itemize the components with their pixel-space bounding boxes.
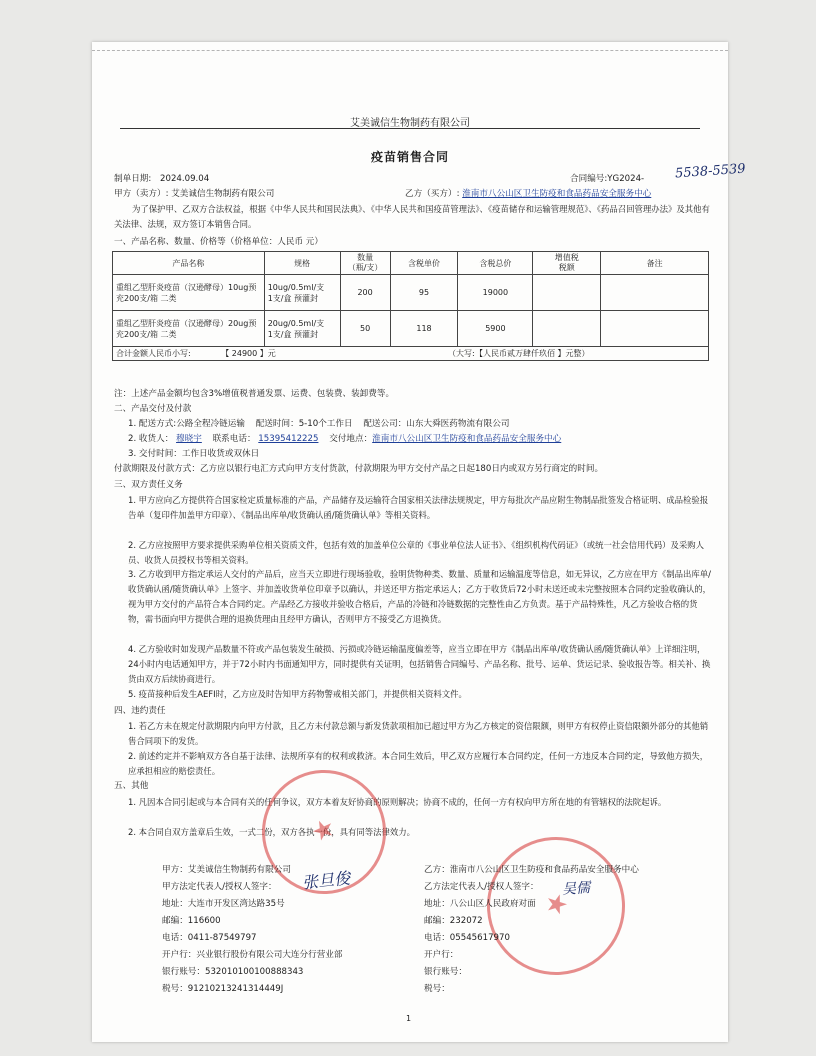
sign-a-name: 艾美诚信生物制药有限公司 [187,865,291,875]
table-header-cell: 备注 [601,252,709,275]
table-total-row [113,347,709,361]
distributor: 山东大舜医药物流有限公司 [406,419,510,429]
party-a-company-seal: ★ [242,750,406,914]
delivery-time-line: 3. 交付时间：工作日收货或双休日 [128,449,260,459]
document-title: 疫苗销售合同 [370,150,449,164]
date-value: 2024.09.04 [160,174,210,184]
receiver-value: 穆晓宇 [176,434,202,444]
total-big: 【人民币贰万肆仟玖佰 】元整） [475,349,590,358]
sign-a-bank-label: 开户行： [162,950,197,960]
sign-a-bank-row [162,949,343,961]
phone-label: 联系电话： [212,434,256,444]
receiver-line [128,433,561,445]
delivery-line [128,418,509,430]
sign-a-zip-row [162,915,343,927]
table-header-cell: 增值税 税额 [533,252,601,275]
sign-b-zip: 232072 [449,916,483,926]
table-header-row [113,252,709,275]
phone-value: 15395412225 [258,434,319,444]
sign-b-zip-label: 邮编： [424,916,450,926]
sign-b-addr-row [424,898,639,910]
sign-a-tax-label: 税号： [162,984,188,994]
section5-title: 五、其他 [114,781,149,791]
sign-a-bank: 兴业银行股份有限公司大连分行营业部 [196,950,343,960]
section3-title: 三、双方责任义务 [114,480,183,490]
date-label: 制单日期: [114,174,152,184]
place-value: 淮南市八公山区卫生防疫和食品药品安全服务中心 [372,434,562,444]
quantity-cell: 50 [340,311,390,347]
sign-a-acct-row [162,966,343,978]
sign-b-zip-row [424,915,639,927]
party-b-value: 淮南市八公山区卫生防疫和食品药品安全服务中心 [462,189,652,199]
duty-item-4: 4. 乙方验收时如发现产品数量不符或产品包装发生破损、污损或冷链运输温度偏差等，应当立即在甲方《制品出库单/收货确认函/随货确认单》上详细注明，24小时内电话通知甲方，并于72小时内书面通知甲方，同时提供有关证明，包括销售合同编号、产品名称、批号、运单、货运记录、验收报告等。相关补、换货由双方后续协商进行。 [128,644,711,684]
section1-title: 一、产品名称、数量、价格等（价格单位：人民币 元） [114,237,323,247]
sign-b-acct-label: 银行账号： [424,967,467,977]
sign-a-rep-label: 甲方法定代表人/授权人签字： [162,882,277,892]
remark-cell [601,311,709,347]
party-a-handwritten-signature: 张旦俊 [301,868,351,893]
company-header: 艾美诚信生物制药有限公司 [350,118,470,129]
sign-a-tel-row [162,932,343,944]
table-header-cell: 含税总价 [458,252,533,275]
product-table [112,251,709,361]
place-label: 交付地点： [329,434,373,444]
table-row [113,311,709,347]
sign-b-tax-label: 税号： [424,984,450,994]
sign-b-rep-label: 乙方法定代表人/授权人签字： [424,882,539,892]
sign-a-zip-label: 邮编： [162,916,188,926]
sign-a-name-label: 甲方： [162,865,188,875]
spec-cell: 20ug/0.5ml/支 1支/盒 预灌封 [264,311,340,347]
total-price-cell: 19000 [458,275,533,311]
delivery-time: 5-10个工作日 [298,419,353,429]
party-b-official-seal: ★ [469,819,643,993]
preamble: 为了保护甲、乙双方合法权益，根据《中华人民共和国民法典》、《中华人民共和国疫苗管理法》、《疫苗储存和运输管理规范》、《药品召回管理办法》及其他有关法律、法规，双方签订本销售合同。 [114,204,710,229]
table-row [113,275,709,311]
delivery-method: 公路全程冷链运输 [176,419,245,429]
sign-a-zip: 116600 [187,916,221,926]
sign-a-tax-row [162,983,343,995]
sign-b-acct-row [424,966,639,978]
other-item-2: 2. 本合同自双方盖章后生效，一式二份，双方各执一份，具有同等法律效力。 [128,827,416,837]
receiver-label: 2. 收货人： [128,434,174,444]
sign-a-acct: 532010100100888343 [204,967,304,977]
party-b-line [405,188,651,200]
note-above: 注：上述产品金额均包含3%增值税普通发票、运费、包装费、装卸费等。 [114,389,395,399]
total-small: 【 24900 】元 [221,349,276,358]
sign-a-tel-label: 电话： [162,933,188,943]
contract-no-label: 合同编号: [570,174,608,184]
total-price-cell: 5900 [458,311,533,347]
sign-a-addr: 大连市开发区湾达路35号 [187,899,285,909]
liability-item-1: 1. 若乙方未在规定付款期限内向甲方付款，且乙方未付款总额与新发货款项相加已超过甲方为乙方核定的资信限额，则甲方有权停止资信限额外部分的其他销售合同项下的发货。 [128,721,709,746]
party-b-label: 乙方（买方）: [405,189,460,199]
page-number: 1 [406,1014,412,1023]
duty-item-1: 1. 甲方应向乙方提供符合国家检定质量标准的产品，产品储存及运输符合国家相关法律法规规定，甲方每批次产品应附生物制品批签发合格证明、成品检验报告单（复印件加盖甲方印章）、《制品出库单/收货确认函/随货确认单》等相关资料。 [128,495,709,520]
table-header-cell: 产品名称 [113,252,265,275]
total-label: 合计金额人民币小写: [116,349,191,358]
date-line [114,173,209,185]
party-b-signature-block [424,864,639,995]
sign-b-tel-label: 电话： [424,933,450,943]
party-b-handwritten-signature: 吴儒 [561,880,591,898]
spec-cell: 10ug/0.5ml/支 1支/盒 预灌封 [264,275,340,311]
sign-b-bank-label: 开户行： [424,950,459,960]
product-name-cell: 重组乙型肝炎疫苗（汉逊酵母）20ug预充200支/箱 二类 [113,311,265,347]
sign-b-name: 淮南市八公山区卫生防疫和食品药品安全服务中心 [449,865,639,875]
sign-a-tax: 91210213241314449J [187,984,284,994]
sign-b-addr: 八公山区人民政府对面 [449,899,536,909]
unit-price-cell: 95 [390,275,458,311]
other-item-1: 1. 凡因本合同引起或与本合同有关的任何争议，双方本着友好协商的原则解决；协商不成的，任何一方有权向甲方所在地的有管辖权的法院起诉。 [128,797,667,807]
party-a-label: 甲方（卖方）: [114,189,169,199]
sign-b-tel: 05545617970 [449,933,510,943]
remark-cell [601,275,709,311]
distributor-label: 配送公司： [363,419,407,429]
contract-no [570,173,644,185]
sign-b-rep-row [424,881,639,893]
sign-a-addr-label: 地址： [162,899,188,909]
sign-b-bank-row [424,949,639,961]
contract-no-handwritten: 5538-5539 [674,161,746,182]
duty-item-5: 5. 疫苗接种后发生AEFI时，乙方应及时告知甲方药物警戒相关部门，并提供相关资料文件。 [128,689,467,699]
unit-price-cell: 118 [390,311,458,347]
payment-terms: 付款期限及付款方式：乙方应以银行电汇方式向甲方支付货款，付款期限为甲方交付产品之日起180日内或双方另行商定的时间。 [114,464,604,474]
vat-cell [533,311,601,347]
sign-a-addr-row [162,898,343,910]
sign-b-tax-row [424,983,639,995]
sign-b-tel-row [424,932,639,944]
product-name-cell: 重组乙型肝炎疫苗（汉逊酵母）10ug预充200支/箱 二类 [113,275,265,311]
header-rule [120,128,700,129]
duty-item-3: 3. 乙方收到甲方指定承运人交付的产品后，应当天立即进行现场验收，验明货物种类、数量、质量和运输温度等信息，如无异议，乙方应在甲方《制品出库单/收货确认函/随货确认单》上签字、并加盖收货单位印章予以确认，并送还甲方指定承运人；乙方于收货后72小时未送还或未完整按照本合同约定验收确认的，视为甲方交付的产品符合本合同约定。产品经乙方接收并验收合格后，产品的冷链和冷链数据的完整性由乙方负责。基于产品特殊性，凡乙方验收合格的货物，需书面向甲方提供合理的退换货理由且经甲方确认，否则甲方不接受乙方退换货。 [128,569,711,624]
total-big-label: （大写: [448,349,475,358]
contract-page [92,42,746,1042]
section2-title: 二、产品交付及付款 [114,404,192,414]
table-header-cell: 数量 （瓶/支） [340,252,390,275]
quantity-cell: 200 [340,275,390,311]
party-a-value: 艾美诚信生物制药有限公司 [171,189,275,199]
duty-item-2: 2. 乙方应按照甲方要求提供采购单位相关资质文件，包括有效的加盖单位公章的《事业单位法人证书》、《组织机构代码证》（或统一社会信用代码）及采购人员、收货人员授权书等相关资料。 [128,540,704,565]
top-dashed-line [92,50,728,51]
section4-title: 四、违约责任 [114,706,166,716]
sign-b-name-row [424,864,639,876]
party-a-line [114,188,274,200]
vat-cell [533,275,601,311]
table-header-cell: 规格 [264,252,340,275]
sign-b-addr-label: 地址： [424,899,450,909]
sign-b-name-label: 乙方： [424,865,450,875]
delivery-time-label: 配送时间： [255,419,299,429]
table-header-cell: 含税单价 [390,252,458,275]
sign-a-tel: 0411-87549797 [187,933,257,943]
delivery-method-label: 1. 配送方式: [128,419,177,429]
contract-no-value: YG2024- [607,174,645,184]
sign-a-acct-label: 银行账号： [162,967,205,977]
liability-item-2: 2. 前述约定并不影响双方各自基于法律、法规所享有的权利或救济。本合同生效后，甲乙双方应履行本合同约定，任何一方违反本合同约定，导致他方损失，应承担相应的赔偿责任。 [128,751,709,776]
